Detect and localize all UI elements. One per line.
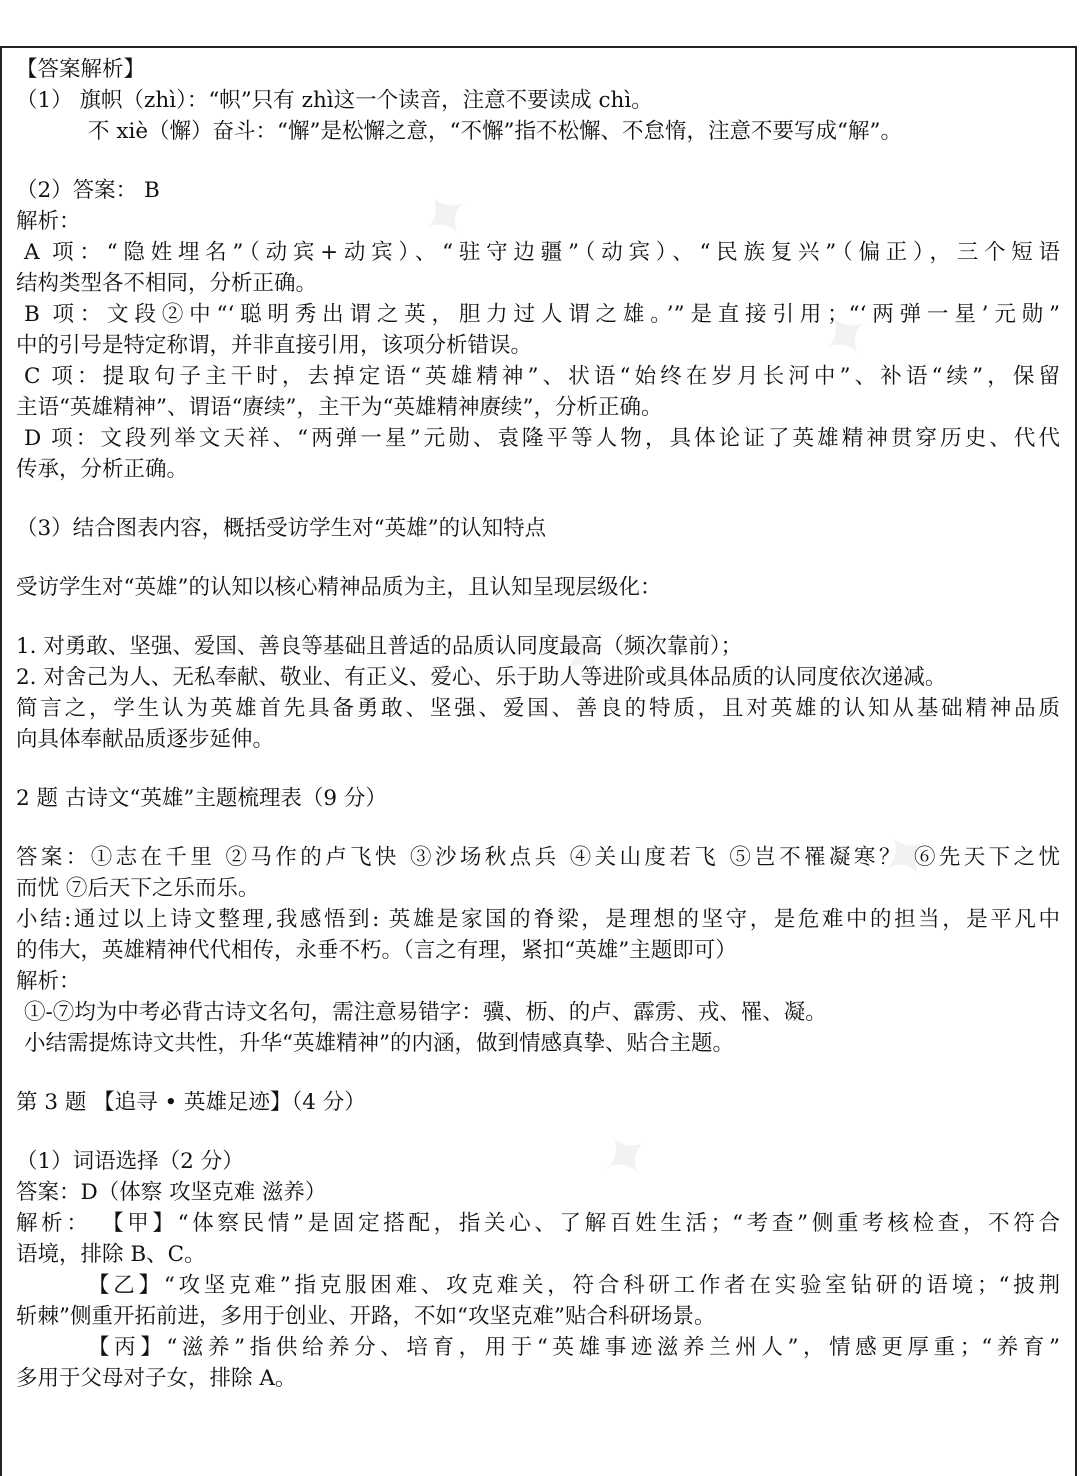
watermark-mark: ✦ xyxy=(803,291,890,383)
text-line: 不 xiè（懈）奋斗：“懈”是松懈之意，“不懈”指不松懈、不怠惰，注意不要写成“解”。 xyxy=(88,119,903,144)
text-line: 结构类型各不相同，分析正确。 xyxy=(16,271,318,296)
text-line: 【答案解析】 xyxy=(16,57,146,82)
text-line: D 项：文段列举文天祥、“两弹一星”元勋、袁隆平等人物，具体论证了英雄精神贯穿历史、代代 xyxy=(24,426,1060,451)
text-line: 第 3 题 【追寻 • 英雄足迹】（4 分） xyxy=(16,1090,366,1115)
text-line: 斩棘”侧重开拓前进，多用于创业、开路，不如“攻坚克难”贴合科研场景。 xyxy=(16,1304,716,1329)
text-line: （1） 旗帜（zhì）：“帜”只有 zhì这一个读音，注意不要读成 chì。 xyxy=(16,88,653,113)
text-line: 【丙】“滋养”指供给养分、培育，用于“英雄事迹滋养兰州人”，情感更厚重；“养育” xyxy=(88,1335,1060,1360)
answer-analysis-text xyxy=(16,54,1060,1394)
text-line: B 项：文段②中“‘聪明秀出谓之英，胆力过人谓之雄。’”是直接引用；“‘两弹一星’元勋” xyxy=(24,302,1060,327)
watermark-mark: ✦ xyxy=(543,611,630,703)
text-line: （2）答案： B xyxy=(16,178,160,203)
watermark-mark: ✦ xyxy=(863,811,950,903)
text-line: （1）词语选择（2 分） xyxy=(16,1149,244,1174)
text-line: 1. 对勇敢、坚强、爱国、善良等基础且普适的品质认同度最高（频次靠前）； xyxy=(16,634,743,659)
blank-line xyxy=(16,147,1060,175)
blank-line xyxy=(16,1059,1060,1087)
blank-line xyxy=(16,755,1060,783)
blank-line xyxy=(16,603,1060,631)
text-line: 向具体奉献品质逐步延伸。 xyxy=(16,727,275,752)
text-line: 2 题 古诗文“英雄”主题梳理表（9 分） xyxy=(16,786,387,811)
text-line: 2. 对舍己为人、无私奉献、敬业、有正义、爱心、乐于助人等进阶或具体品质的认同度依次递减。 xyxy=(16,665,947,690)
text-line: 小结需提炼诗文共性，升华“英雄精神”的内涵，做到情感真挚、贴合主题。 xyxy=(24,1031,734,1056)
text-line: 解析： xyxy=(16,209,81,234)
watermark-mark: ✦ xyxy=(403,171,490,263)
text-line: 主语“英雄精神”、谓语“赓续”，主干为“英雄精神赓续”，分析正确。 xyxy=(16,395,663,420)
text-line: 小结:通过以上诗文整理,我感悟到: 英雄是家国的脊梁，是理想的坚守，是危难中的担当，是平凡中 xyxy=(16,907,1060,932)
blank-line xyxy=(16,485,1060,513)
text-line: A 项：“隐姓埋名”（动宾+动宾）、“驻守边疆”（动宾）、“民族复兴”（偏正），三个短语 xyxy=(24,240,1060,265)
text-line: ①-⑦均为中考必背古诗文名句，需注意易错字：骥、枥、的卢、霹雳、戎、罹、凝。 xyxy=(24,1000,827,1025)
text-line: （3）结合图表内容，概括受访学生对“英雄”的认知特点 xyxy=(16,516,547,541)
text-line: 多用于父母对子女，排除 A。 xyxy=(16,1366,297,1391)
text-line: 【乙】“攻坚克难”指克服困难、攻克难关，符合科研工作者在实验室钻研的语境；“披荆 xyxy=(88,1273,1060,1298)
text-line: 简言之，学生认为英雄首先具备勇敢、坚强、爱国、善良的特质，且对英雄的认知从基础精神品质 xyxy=(16,696,1060,721)
text-line: 传承，分析正确。 xyxy=(16,457,189,482)
watermark-mark: ✦ xyxy=(583,1111,670,1203)
text-line: 的伟大，英雄精神代代相传，永垂不朽。（言之有理，紧扣“英雄”主题即可） xyxy=(16,938,737,963)
text-line: 解析： 【甲】“体察民情”是固定搭配，指关心、了解百姓生活；“考查”侧重考核检查，不符合 xyxy=(16,1211,1060,1236)
text-line: 语境，排除 B、C。 xyxy=(16,1242,206,1267)
text-line: 答案：①志在千里 ②马作的卢飞快 ③沙场秋点兵 ④关山度若飞 ⑤岂不罹凝寒？ ⑥先天下之忧 xyxy=(16,845,1060,870)
text-line: 中的引号是特定称谓，并非直接引用，该项分析错误。 xyxy=(16,333,533,358)
blank-line xyxy=(16,544,1060,572)
text-line: 答案：D（体察 攻坚克难 滋养） xyxy=(16,1180,327,1205)
text-line: 而忧 ⑦后天下之乐而乐。 xyxy=(16,876,260,901)
blank-line xyxy=(16,814,1060,842)
blank-line xyxy=(16,1118,1060,1146)
text-line: 受访学生对“英雄”的认知以核心精神品质为主，且认知呈现层级化： xyxy=(16,575,662,600)
text-line: C 项：提取句子主干时，去掉定语“英雄精神”、状语“始终在岁月长河中”、补语“续”，保留 xyxy=(24,364,1060,389)
text-line: 解析： xyxy=(16,969,81,994)
